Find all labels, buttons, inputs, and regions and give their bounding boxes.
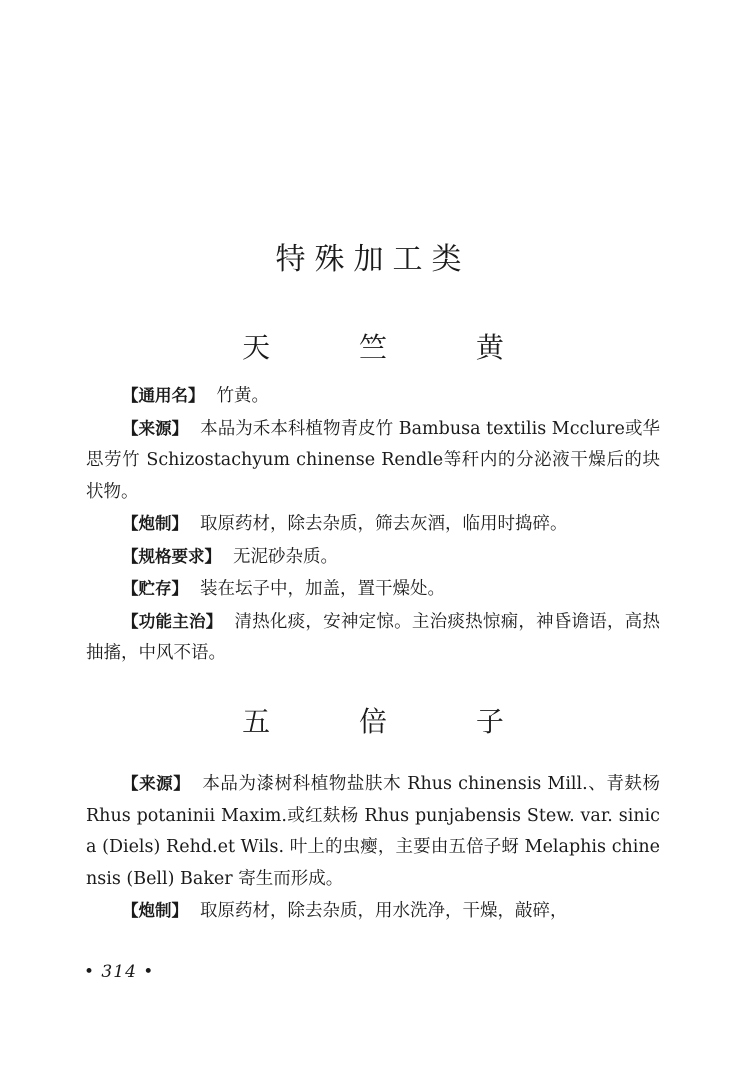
entry-label: 【贮存】 — [122, 579, 188, 598]
entry-common-name — [86, 380, 660, 413]
entry-label: 【功能主治】 — [122, 611, 223, 631]
section-body-tianzhuhuang — [86, 380, 660, 670]
entry-label: 【炮制】 — [122, 514, 188, 533]
entry-text: 装在坛子中，加盖，置干燥处。 — [200, 579, 445, 599]
entry-label: 【规格要求】 — [122, 546, 221, 566]
entry-processing — [86, 895, 660, 928]
entry-function — [86, 606, 660, 670]
entry-specification — [86, 541, 660, 574]
entry-text: 本品为漆树科植物盐肤木 Rhus chinensis Mill.、青麸杨 Rhus potaninii Maxim.或红麸杨 Rhus punjabensis Stew. var. sinica (Diels) Rehd.et Wils. 叶上的虫瘿，主要由五倍子蚜 Melaphis chinensis (Bell) Baker 寄生而形成。 — [86, 774, 660, 889]
entry-text: 取原药材，除去杂质，筛去灰酒，临用时捣碎。 — [200, 514, 568, 534]
entry-label: 【通用名】 — [122, 386, 205, 405]
entry-text: 取原药材，除去杂质，用水洗净，干燥，敲碎， — [200, 901, 568, 921]
entry-label: 【炮制】 — [122, 901, 188, 920]
entry-text: 竹黄。 — [216, 386, 269, 406]
entry-text: 清热化痰，安神定惊。主治痰热惊痫，神昏谵语，高热抽搐，中风不语。 — [86, 611, 661, 663]
entry-label: 【来源】 — [122, 774, 191, 793]
entry-label: 【来源】 — [122, 418, 189, 438]
entry-text: 无泥砂杂质。 — [233, 546, 338, 567]
section-body-wubeizi — [86, 768, 660, 928]
chapter-title: 特殊加工类 — [275, 242, 471, 278]
entry-source — [86, 768, 660, 895]
entry-processing — [86, 508, 660, 541]
entry-storage — [86, 573, 660, 606]
entry-source — [86, 413, 660, 509]
section-title-wubeizi: 五 倍 子 — [242, 705, 544, 738]
entry-text: 本品为禾本科植物青皮竹 Bambusa textilis Mcclure或华思劳竹 Schizostachyum chinense Rendle等秆内的分泌液干燥后的块状物。 — [86, 418, 660, 502]
page-number: • 314 • — [84, 962, 155, 982]
section-title-tianzhuhuang: 天 竺 黄 — [242, 331, 544, 364]
